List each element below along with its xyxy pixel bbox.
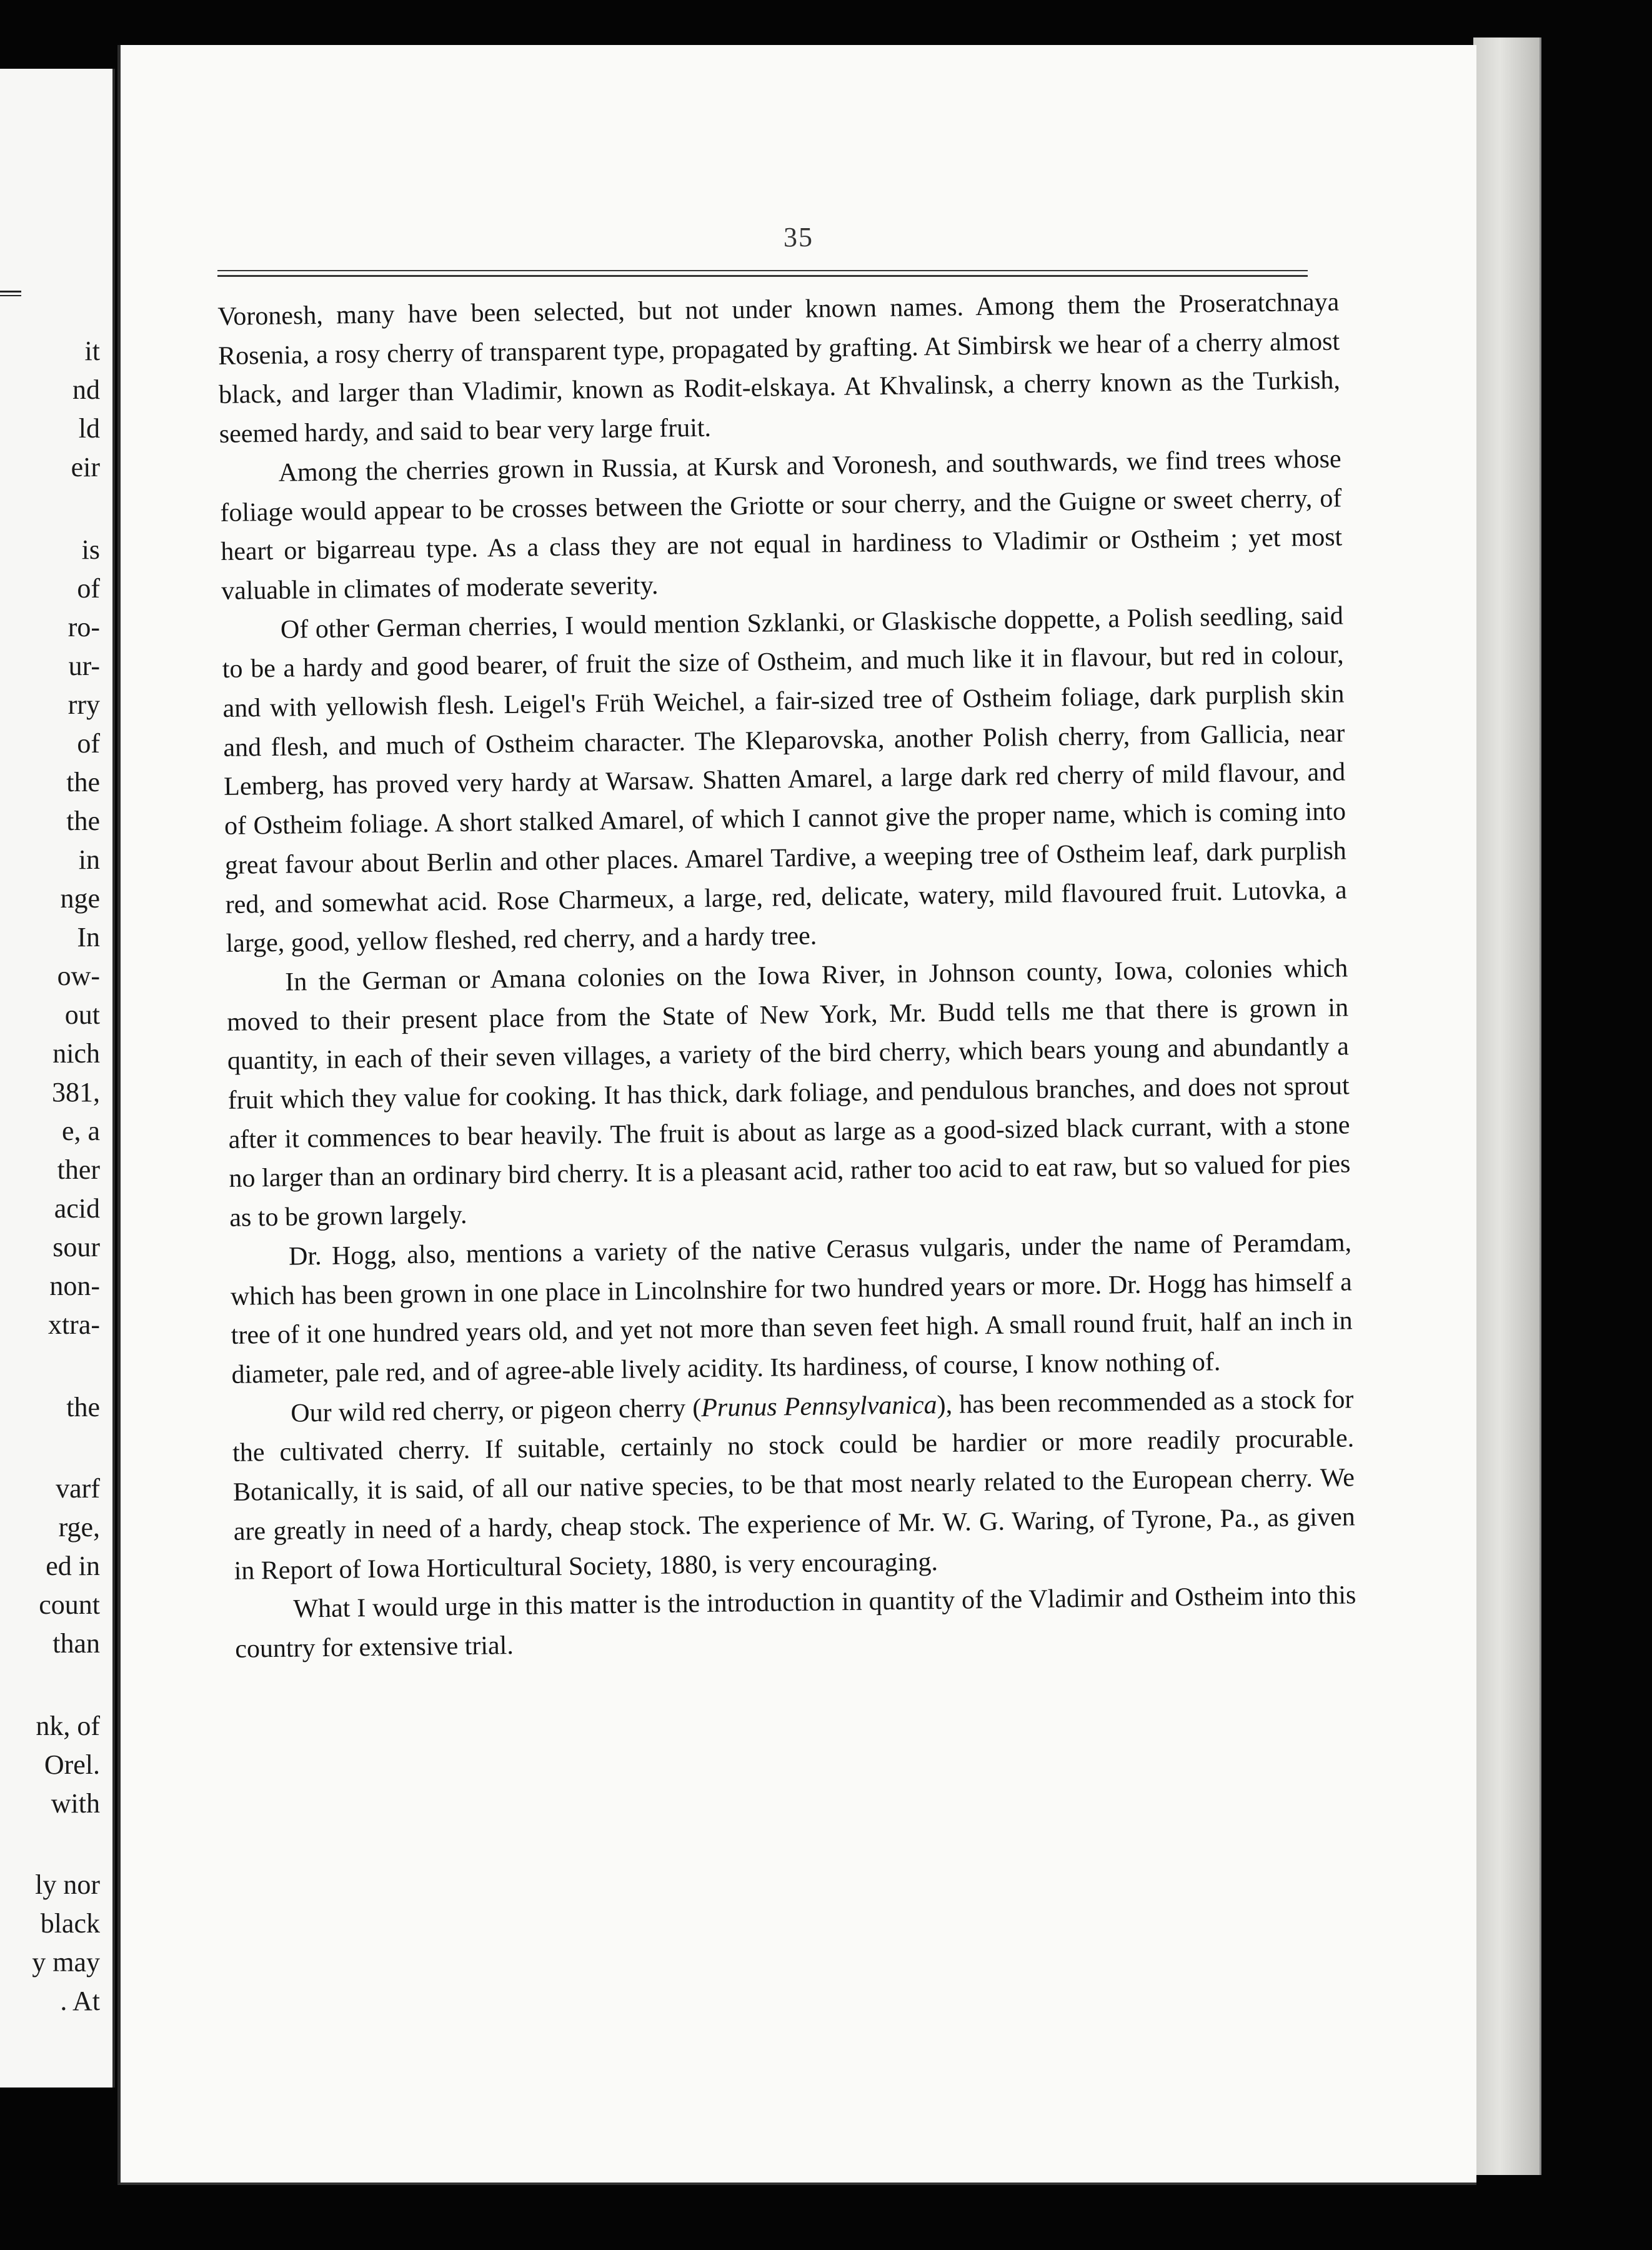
previous-page-word: sour	[52, 1232, 100, 1262]
previous-page-word: ur-	[68, 651, 100, 681]
page-edge	[1473, 38, 1541, 2175]
previous-page-word: of	[77, 573, 100, 604]
page-number: 35	[784, 222, 814, 252]
previous-page-rule	[0, 291, 21, 296]
previous-page-word: the	[66, 806, 100, 836]
paragraph: What I would urge in this matter is the introduction in quantity of the Vladimir and Ostheim into this country for extensive trial.	[235, 1581, 1356, 1664]
previous-page-word: ow-	[57, 961, 100, 991]
previous-page-word: in	[78, 844, 100, 875]
previous-page-word: ro-	[67, 612, 100, 642]
previous-page-word: ly nor	[35, 1869, 100, 1900]
previous-page-word: rry	[67, 689, 100, 720]
previous-page-word: acid	[54, 1193, 100, 1224]
paragraph: Of other German cherries, I would mention Szklanki, or Glaskische doppette, a Polish seedling, said to be a hardy and good bearer, of fruit the size of Ostheim, and much like it in flavour, but red in colour, and with yellowish flesh. Leigel's Früh Weichel, a fair-sized tree of Ostheim foliage, dark purplish skin and flesh, and much of Ostheim character. The Kleparovska, another Polish cherry, from Gallicia, near Lemberg, has proved very hardy at Warsaw. Shatten Amarel, a large dark red cherry of mild flavour, and of Ostheim foliage. A short stalked Amarel, of which I cannot give the proper name, which is coming into great favour about Berlin and other places. Amarel Tardive, a weeping tree of Ostheim leaf, dark purplish red, and somewhat acid. Rose Charmeux, a large, red, delicate, watery, mild flavoured fruit. Lutovka, a large, good, yellow fleshed, red cherry, and a hardy tree.	[222, 601, 1347, 959]
previous-page-word: ld	[78, 413, 100, 444]
previous-page-word: 381,	[52, 1077, 100, 1108]
previous-page-word: . At	[60, 1986, 100, 2016]
paragraph-text: Our wild red cherry, or pigeon cherry (	[291, 1393, 702, 1428]
previous-page-word: xtra-	[47, 1309, 100, 1340]
previous-page-word: nich	[52, 1038, 100, 1069]
previous-page-word: ther	[57, 1154, 100, 1185]
paragraph-text: ), has been recommended as a stock for the cultivated cherry. If suitable, certainly no stock could be hardier or more readily procurable. Botanically, it is said, of all our native species, to be that most nearly related to the European cherry. We are greatly in need of a hardy, cheap stock. The experience of Mr. W. G. Waring, of Tyrone, Pa., as given in Report of Iowa Horticultural Society, 1880, is very encouraging.	[232, 1385, 1355, 1586]
header-rule	[217, 270, 1308, 277]
previous-page-word: it	[84, 336, 100, 366]
previous-page-word: nk, of	[36, 1711, 100, 1741]
previous-page-word: count	[39, 1589, 100, 1620]
previous-page-word: is	[81, 534, 100, 565]
previous-page-word: varf	[56, 1473, 100, 1504]
species-name: Prunus Pennsylvanica	[700, 1390, 937, 1422]
previous-page-word: black	[40, 1908, 100, 1939]
previous-page-word: the	[66, 767, 100, 798]
previous-page-word: ed in	[46, 1551, 100, 1581]
previous-page-word: non-	[49, 1271, 100, 1301]
previous-page-word: nge	[60, 883, 100, 914]
previous-page-word: rge,	[58, 1512, 100, 1542]
previous-page-word: the	[66, 1392, 100, 1422]
previous-page-word: Orel.	[44, 1749, 100, 1780]
paragraph: Voronesh, many have been selected, but not under known names. Among them the Proseratchnaya Rosenia, a rosy cherry of transparent type, propagated by grafting. At Simbirsk we hear of a cherry almost black, and larger than Vladimir, known as Rodit-elskaya. At Khvalinsk, a cherry known as the Turkish, seemed hardy, and said to bear very large fruit.	[217, 288, 1341, 449]
previous-page-word: y may	[32, 1947, 100, 1978]
paragraph	[232, 1380, 1356, 1591]
previous-page-fragment	[0, 69, 115, 2088]
previous-page-word: of	[77, 728, 100, 759]
previous-page-word: than	[52, 1628, 100, 1659]
paragraph: Among the cherries grown in Russia, at Kursk and Voronesh, and southwards, we find trees whose foliage would appear to be crosses between the Griotte or sour cherry, and the Guigne or sweet cherry, of heart or bigarreau type. As a class they are not equal in hardiness to Vladimir or Ostheim ; yet most valuable in climates of moderate severity.	[220, 444, 1343, 606]
paragraph: In the German or Amana colonies on the Iowa River, in Johnson county, Iowa, colonies which moved to their present place from the State of New York, Mr. Budd tells me that there is grown in quantity, in each of their seven villages, a variety of the bird cherry, which bears young and abundantly a fruit which they value for cooking. It has thick, dark foliage, and pendulous branches, and does not sprout after it commences to bear heavily. The fruit is about as large as a good-sized black currant, with a stone no larger than an ordinary bird cherry. It is a pleasant acid, rather too acid to eat raw, but so valued for pies as to be grown largely.	[226, 954, 1351, 1233]
previous-page-word: out	[64, 999, 100, 1030]
book-page	[117, 45, 1476, 2185]
previous-page-word: In	[77, 922, 100, 952]
previous-page-word: nd	[72, 374, 100, 405]
previous-page-word: eir	[71, 452, 100, 482]
body-text	[217, 283, 1357, 1669]
previous-page-word: e, a	[61, 1116, 100, 1146]
previous-page-word: with	[51, 1788, 100, 1819]
paragraph: Dr. Hogg, also, mentions a variety of the native Cerasus vulgaris, under the name of Peramdam, which has been grown in one place in Lincolnshire for two hundred years or more. Dr. Hogg has himself a tree of it one hundred years old, and yet not more than seven feet high. A small round fruit, half an inch in diameter, pale red, and of agree-able lively acidity. Its hardiness, of course, I know nothing of.	[230, 1228, 1353, 1389]
